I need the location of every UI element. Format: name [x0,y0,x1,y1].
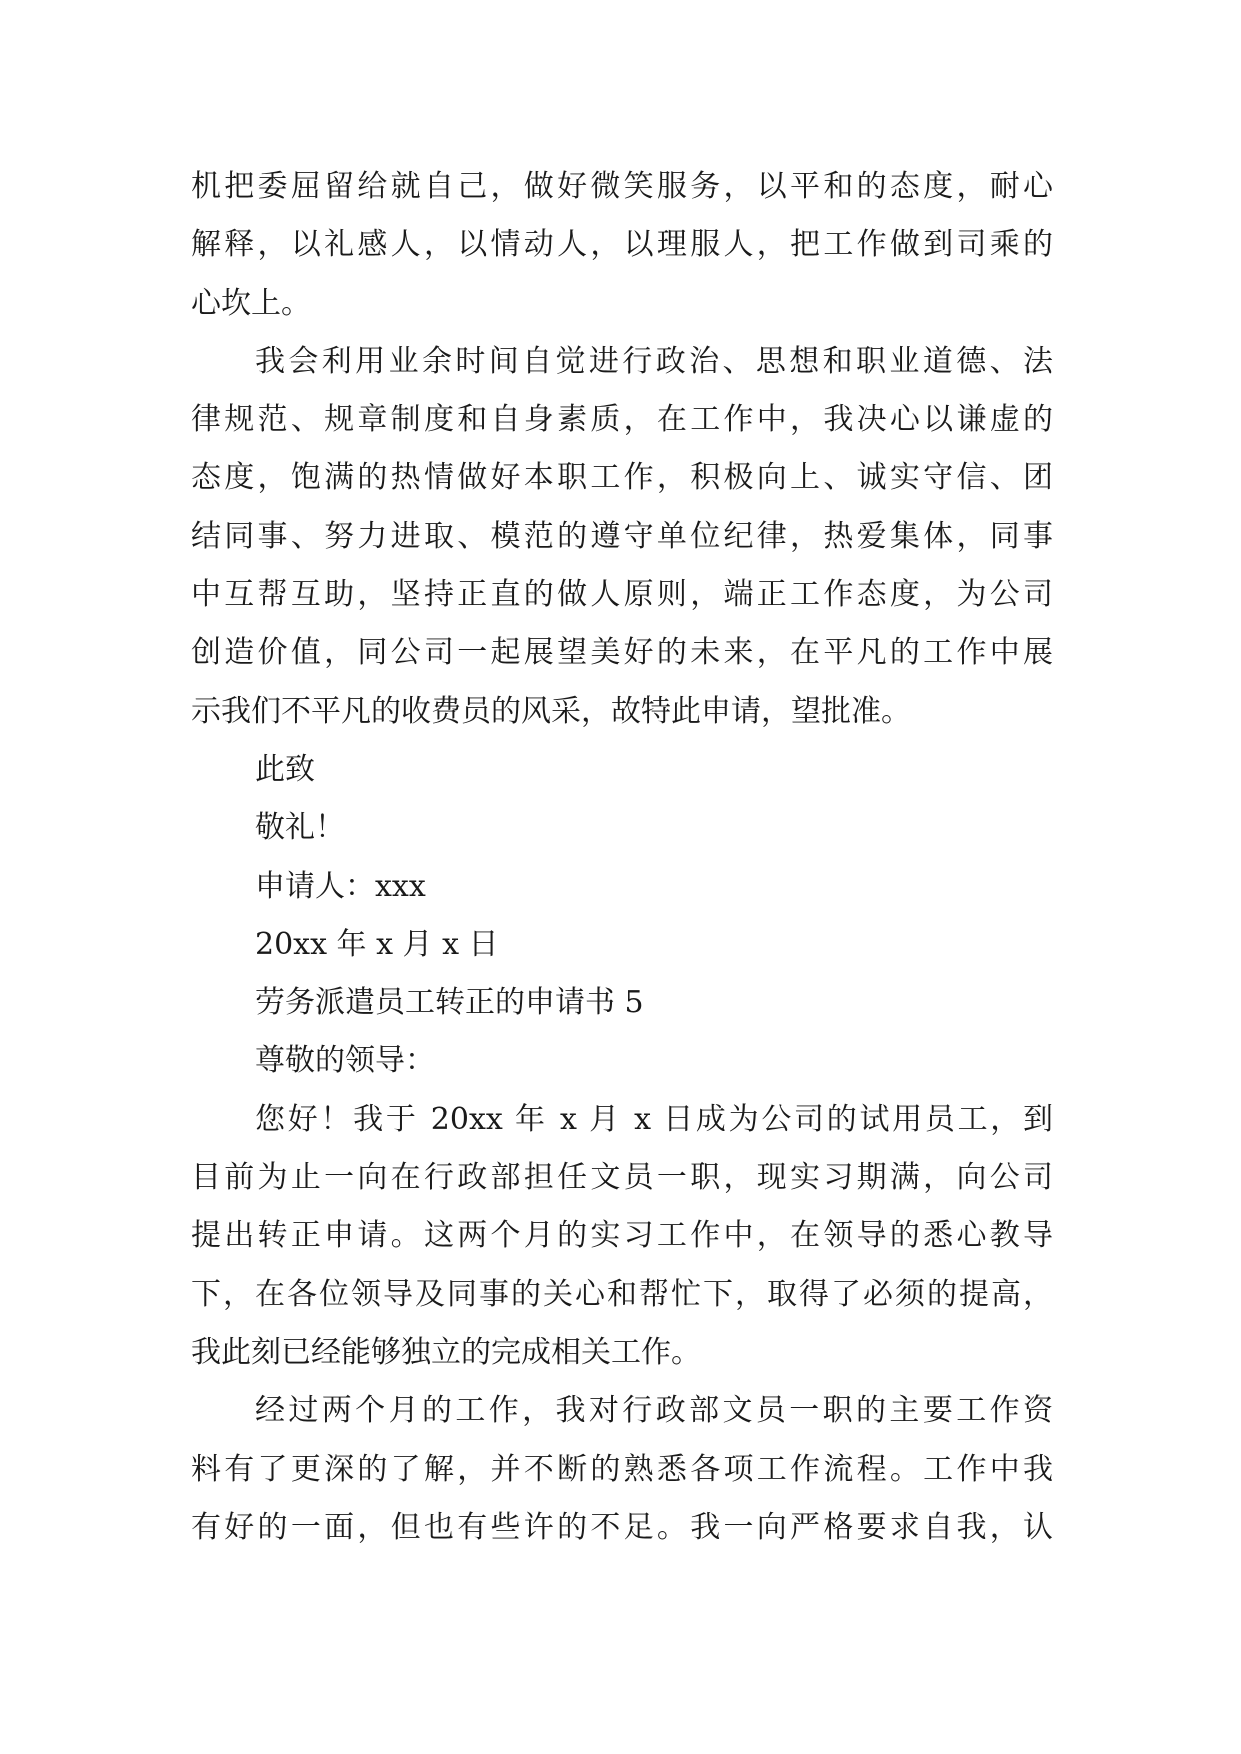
document-page [191,158,1053,1557]
text-line: 中互帮互助，坚持正直的做人原则，端正工作态度，为公司 [191,577,1053,613]
greeting-line: 尊敬的领导： [255,1043,435,1079]
text-line: 示我们不平凡的收费员的风采，故特此申请，望批准。 [191,693,911,729]
closing-regards: 敬礼！ [255,810,345,846]
closing-salutation: 此致 [255,751,315,787]
section-title: 劳务派遣员工转正的申请书 5 [255,985,644,1021]
text-line: 目前为止一向在行政部担任文员一职，现实习期满，向公司 [191,1160,1053,1196]
text-line: 经过两个月的工作，我对行政部文员一职的主要工作资 [255,1393,1053,1429]
text-line: 您好！我于 20xx 年 x 月 x 日成为公司的试用员工，到 [255,1101,1053,1137]
text-line: 料有了更深的了解，并不断的熟悉各项工作流程。工作中我 [191,1451,1053,1487]
text-line: 结同事、努力进取、模范的遵守单位纪律，热爱集体，同事 [191,518,1053,554]
text-line: 态度，饱满的热情做好本职工作，积极向上、诚实守信、团 [191,460,1053,496]
text-line: 创造价值，同公司一起展望美好的未来，在平凡的工作中展 [191,635,1053,671]
text-line: 有好的一面，但也有些许的不足。我一向严格要求自我，认 [191,1509,1053,1545]
text-line: 我会利用业余时间自觉进行政治、思想和职业道德、法 [255,343,1053,379]
text-line: 律规范、规章制度和自身素质，在工作中，我决心以谦虚的 [191,402,1053,438]
text-line: 提出转正申请。这两个月的实习工作中，在领导的悉心教导 [191,1218,1053,1254]
applicant-line: 申请人：xxx [255,868,426,904]
text-line: 机把委屈留给就自己，做好微笑服务，以平和的态度，耐心 [191,169,1053,204]
date-line: 20xx 年 x 月 x 日 [255,926,499,962]
text-line: 我此刻已经能够独立的完成相关工作。 [191,1334,701,1370]
text-line: 心坎上。 [191,285,311,321]
text-line: 下，在各位领导及同事的关心和帮忙下，取得了必须的提高， [191,1276,1053,1312]
text-line: 解释，以礼感人，以情动人，以理服人，把工作做到司乘的 [191,227,1053,263]
